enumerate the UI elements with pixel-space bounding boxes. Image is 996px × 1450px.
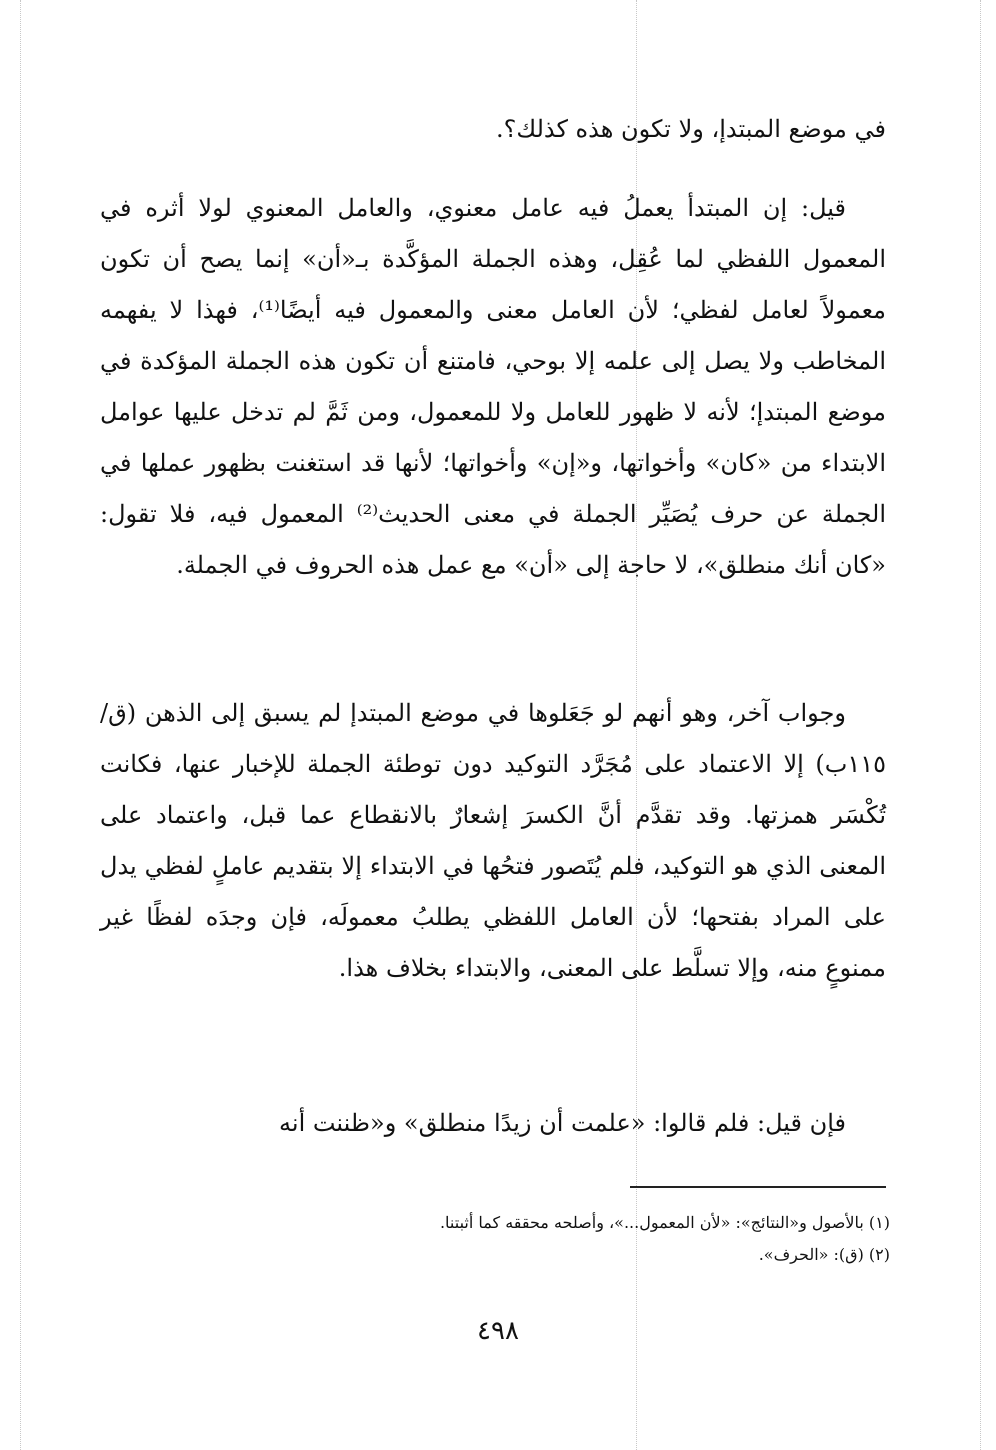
scan-dotted-line [20, 0, 21, 1450]
paragraph-1: في موضع المبتدإ، ولا تكون هذه كذلك؟. [496, 115, 886, 143]
paragraph-3: وجواب آخر، وهو أنهم لو جَعَلوها في موضع المبتدإ لم يسبق إلى الذهن (ق/١١٥ب) إلا الاعتماد على مُجَرَّد التوكيد دون توطئة الجملة للإخبار عنها، فكانت تُكْسَر همزتها. وقد تقدَّم أنَّ الكسرَ إشعارٌ بالانقطاع عما قبل، واعتماد على المعنى الذي هو التوكيد، فلم يُتَصور فتحُها في الابتداء إلا بتقديم عاملٍ لفظي يدل على المراد بفتحها؛ لأن العامل اللفظي يطلبُ معمولَه، فإن وجدَه لفظًا غير ممنوعٍ منه، وإلا تسلَّط على المعنى، والابتداء بخلاف هذا. [100, 699, 886, 982]
scan-dotted-line [980, 0, 981, 1450]
page-number: ٤٩٨ [477, 1316, 519, 1346]
footnote-1: (١) بالأصول و«النتائج»: «لأن المعمول...»، وأصلحه محققه كما أثبتنا. [439, 1213, 890, 1232]
paragraph-4: فإن قيل: فلم قالوا: «علمت أن زيدًا منطلق» و«ظننت أنه [279, 1109, 846, 1137]
footnote-separator [630, 1186, 886, 1188]
footnote-2: (٢) (ق): «الحرف». [758, 1245, 890, 1264]
paragraph-2: قيل: إن المبتدأ يعملُ فيه عامل معنوي، والعامل المعنوي لولا أثره في المعمول اللفظي لما عُقِل، وهذه الجملة المؤكَّدة بـ«أن» إنما يصح أن تكون معمولاً لعامل لفظي؛ لأن العامل معنى والمعمول فيه أيضًا⁽¹⁾، فهذا لا يفهمه المخاطب ولا يصل إلى علمه إلا بوحي، فامتنع أن تكون هذه الجملة المؤكدة في موضع المبتدإ؛ لأنه لا ظهور للعامل ولا للمعمول، ومن ثَمَّ لم تدخل عليها عوامل الابتداء من «كان» وأخواتها، و«إن» وأخواتها؛ لأنها قد استغنت بظهور عملها في الجملة عن حرف يُصَيِّر الجملة في معنى الحديث⁽²⁾ المعمول فيه، فلا تقول: «كان أنك منطلق»، لا حاجة إلى «أن» مع عمل هذه الحروف في الجملة. [100, 194, 887, 579]
